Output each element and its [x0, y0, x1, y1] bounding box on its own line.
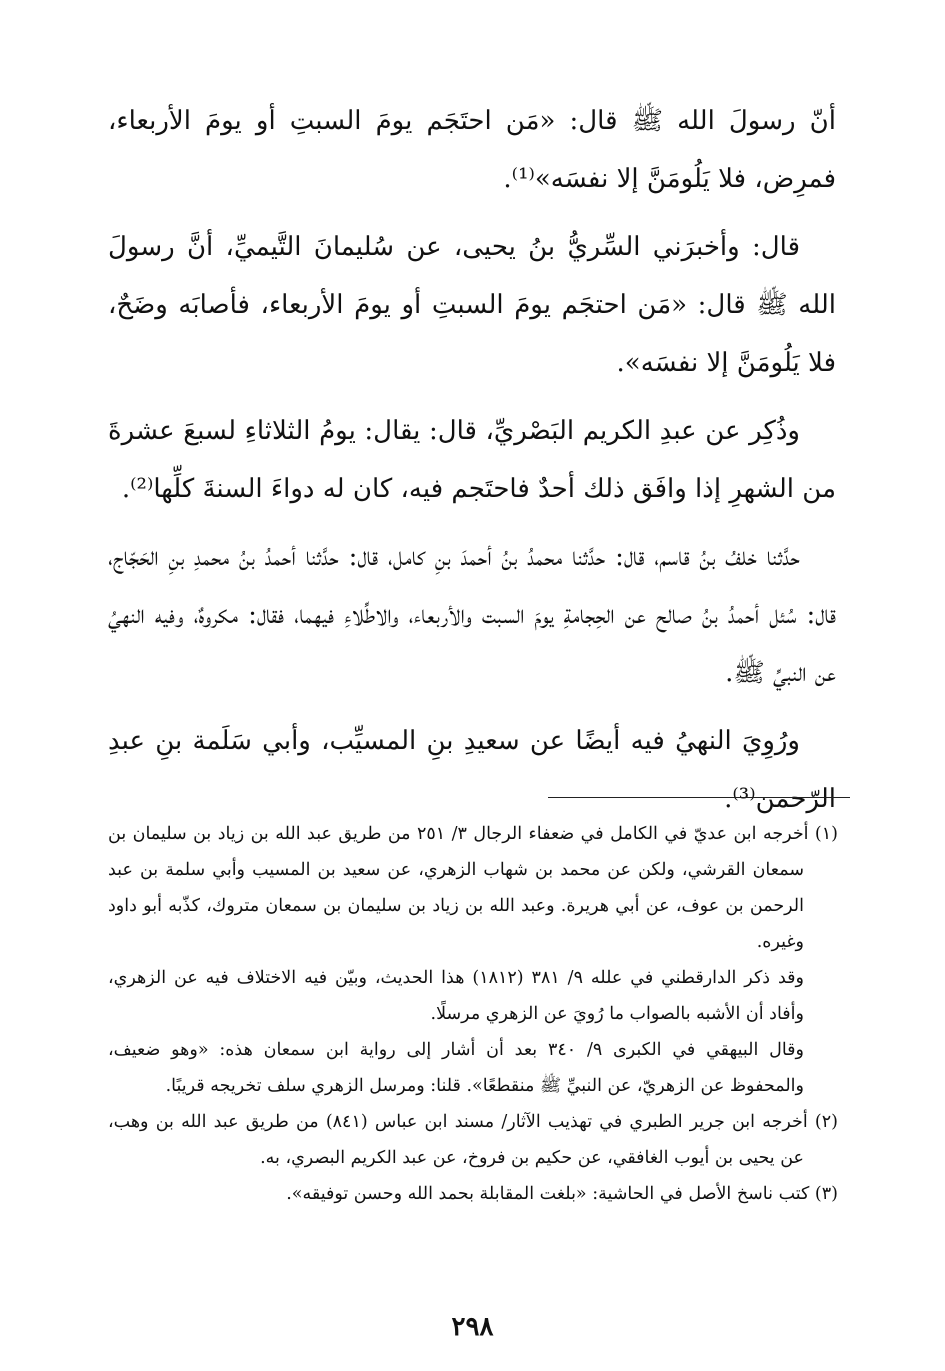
paragraph-1: أنّ رسولَ الله ﷺ قال: «مَن احتَجَم يومَ السبتِ أو يومَ الأربعاء، فمرِض، فلا يَلُومَنَّ إلا نفسَه»⁽¹⁾. — [108, 106, 836, 194]
footnotes — [108, 816, 838, 1212]
paragraph-2: قال: وأخبرَني السِّريُّ بنُ يحيى، عن سُليمانَ التَّيميِّ، أنَّ رسولَ الله ﷺ قال: «مَن احتجَم يومَ السبتِ أو يومَ الأربعاء، فأصابَه وضَحٌ، فلا يَلُومَنَّ إلا نفسَه». — [108, 232, 836, 378]
footnote-2: (٢) أخرجه ابن جرير الطبري في تهذيب الآثار/ مسند ابن عباس (٨٤١) من طريق عبد الله بن وهب، عن يحيى بن أيوب الغافقي، عن حكيم بن فروخ، عن عبد الكريم البصري، به. — [108, 1112, 838, 1168]
paragraph-5: ورُوِيَ النهيُ فيه أيضًا عن سعيدِ بنِ المسيِّب، وأبي سَلَمة بنِ عبدِ الرّحمن⁽³⁾. — [108, 726, 836, 814]
paragraph-4: حدَّثنا خلفُ بنُ قاسم، قال: حدَّثنا محمدُ بنُ أحمدَ بنِ كامل، قال: حدَّثنا أحمدُ بنُ محمدِ بنِ الحَجّاج، قال: سُئل أحمدُ بنُ صالح عن الحِجامةِ يومَ السبت والأربعاء، والاطِّلاءِ فيهما، فقال: مكروهٌ، وفيه النهيُ عن النبيِّ ﷺ. — [108, 542, 836, 688]
main-text — [108, 92, 836, 838]
paragraph-3: وذُكِر عن عبدِ الكريم البَصْريِّ، قال: يقال: يومُ الثلاثاءِ لسبعَ عشرةَ من الشهرِ إذا وافَق ذلك أحدٌ فاحتَجم فيه، كان له دواءَ السنةَ كلِّها⁽²⁾. — [108, 416, 836, 504]
footnote-1-continuation-a: وقد ذكر الدارقطني في علله ٩/ ٣٨١ (١٨١٢) هذا الحديث، وبيّن فيه الاختلاف فيه عن الزهري، وأفاد أن الأشبه بالصواب ما رُويَ عن الزهري مرسلًا. — [108, 968, 804, 1024]
footnote-1-continuation-b: وقال البيهقي في الكبرى ٩/ ٣٤٠ بعد أن أشار إلى رواية ابن سمعان هذه: «وهو ضعيف، والمحفوظ عن الزهريّ، عن النبيِّ ﷺ منقطعًا». قلنا: ومرسل الزهري سلف تخريجه قريبًا. — [108, 1040, 804, 1096]
footnote-1: (١) أخرجه ابن عديّ في الكامل في ضعفاء الرجال ٣/ ٢٥١ من طريق عبد الله بن زياد بن سليمان بن سمعان القرشي، ولكن عن محمد بن شهاب الزهري، عن سعيد بن المسيب وأبي سلمة بن عبد الرحمن بن عوف، عن أبي هريرة. وعبد الله بن زياد بن سليمان بن سمعان متروك، كذّبه أبو داود وغيره. — [108, 824, 838, 952]
footnote-3: (٣) كتب ناسخ الأصل في الحاشية: «بلغت المقابلة بحمد الله وحسن توفيقه». — [286, 1184, 838, 1204]
footnote-separator — [548, 797, 850, 798]
page-number: ٢٩٨ — [451, 1312, 494, 1342]
